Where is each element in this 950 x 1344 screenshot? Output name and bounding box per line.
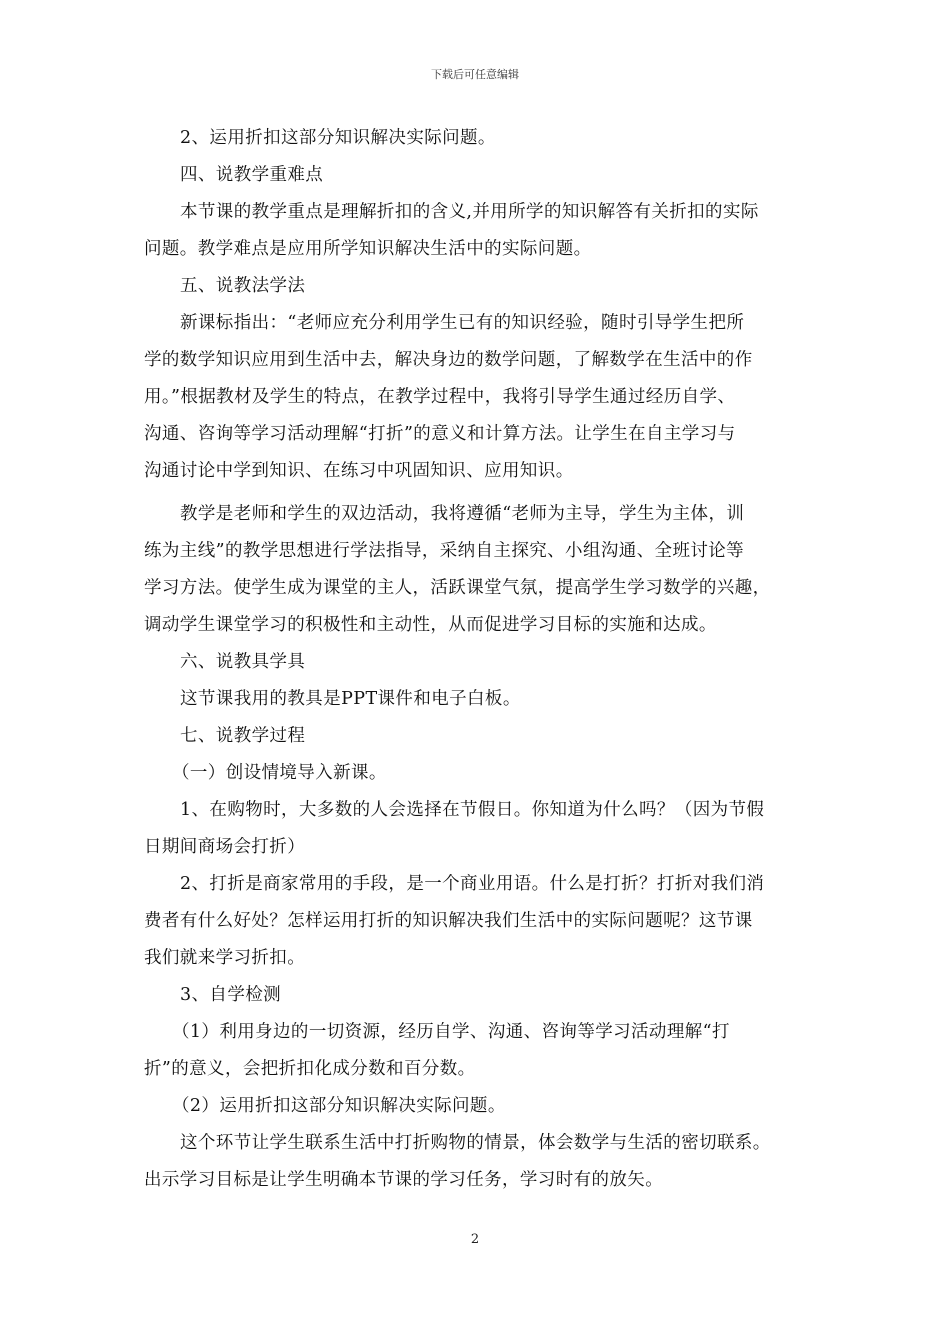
- text-line: （1）利用身边的一切资源，经历自学、沟通、咨询等学习活动理解“打: [172, 1022, 730, 1042]
- text-line: 调动学生课堂学习的积极性和主动性，从而促进学习目标的实施和达成。: [144, 615, 717, 635]
- text-line: 用。”根据教材及学生的特点，在教学过程中，我将引导学生通过经历自学、: [144, 387, 736, 407]
- text-line: 出示学习目标是让学生明确本节课的学习任务，学习时有的放矢。: [144, 1170, 664, 1190]
- text-line: 3、自学检测: [180, 985, 282, 1005]
- text-line: 沟通、咨询等学习活动理解“打折”的意义和计算方法。让学生在自主学习与: [144, 424, 736, 444]
- text-line: 费者有什么好处？怎样运用打折的知识解决我们生活中的实际问题呢？这节课: [144, 911, 753, 931]
- section-heading: 四、说教学重难点: [180, 165, 324, 185]
- text-line: 2、运用折扣这部分知识解决实际问题。: [180, 128, 496, 148]
- text-line: 1、在购物时，大多数的人会选择在节假日。你知道为什么吗？（因为节假: [180, 800, 765, 820]
- text-line: 日期间商场会打折）: [144, 837, 306, 857]
- text-line: 2、打折是商家常用的手段，是一个商业用语。什么是打折？打折对我们消: [180, 874, 765, 894]
- page-header: 下载后可任意编辑: [431, 68, 519, 81]
- text-line: 折”的意义，会把折扣化成分数和百分数。: [144, 1059, 476, 1079]
- subsection-heading: （一）创设情境导入新课。: [172, 763, 387, 783]
- text-line: 本节课的教学重点是理解折扣的含义,并用所学的知识解答有关折扣的实际: [180, 202, 759, 222]
- text-line: 教学是老师和学生的双边活动，我将遵循“老师为主导，学生为主体，训: [180, 504, 745, 524]
- document-body: [144, 120, 808, 1199]
- text-line: 沟通讨论中学到知识、在练习中巩固知识、应用知识。: [144, 461, 574, 481]
- text-line: 问题。教学难点是应用所学知识解决生活中的实际问题。: [144, 239, 592, 259]
- text-line: （2）运用折扣这部分知识解决实际问题。: [172, 1096, 506, 1116]
- section-heading: 六、说教具学具: [180, 652, 306, 672]
- text-line: 这个环节让学生联系生活中打折购物的情景，体会数学与生活的密切联系。: [180, 1133, 771, 1153]
- text-line: 新课标指出：“老师应充分利用学生已有的知识经验，随时引导学生把所: [180, 313, 745, 333]
- text-line: 学的数学知识应用到生活中去，解决身边的数学问题，了解数学在生活中的作: [144, 350, 753, 370]
- text-line: 我们就来学习折扣。: [144, 948, 306, 968]
- page-number: 2: [470, 1232, 480, 1247]
- text-line: 学习方法。使学生成为课堂的主人，活跃课堂气氛，提高学生学习数学的兴趣，: [144, 578, 771, 598]
- section-heading: 七、说教学过程: [180, 726, 306, 746]
- text-line: 练为主线”的教学思想进行学法指导，采纳自主探究、小组沟通、全班讨论等: [144, 541, 745, 561]
- text-line: 这节课我用的教具是PPT课件和电子白板。: [180, 689, 521, 709]
- section-heading: 五、说教法学法: [180, 276, 306, 296]
